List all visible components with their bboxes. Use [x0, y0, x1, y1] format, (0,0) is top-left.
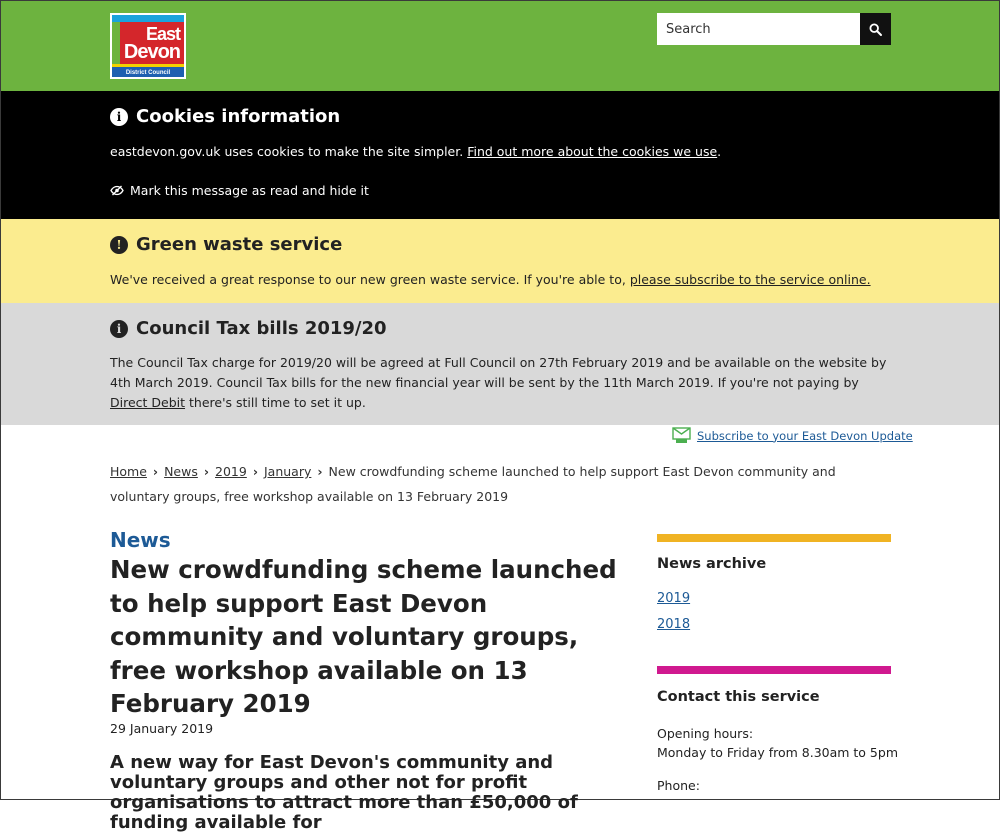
breadcrumb-january[interactable]: January [263, 464, 312, 479]
breadcrumb-current: New crowdfunding scheme launched to help support East Devon community and voluntary groups, free workshop available on 13 February 2019 [110, 464, 836, 504]
archive-accent-bar [657, 534, 891, 542]
green-waste-subscribe-link[interactable]: please subscribe to the service online. [629, 272, 871, 287]
chevron-right-icon: › [317, 464, 323, 479]
search-form [657, 13, 891, 45]
subscribe-link[interactable] [672, 427, 913, 444]
subscribe-label: Subscribe to your East Devon Update [697, 428, 913, 443]
logo-mark [112, 15, 184, 77]
logo-subtitle: District Council [125, 70, 171, 76]
search-button[interactable] [860, 13, 891, 45]
green-waste-notice [1, 219, 999, 303]
council-tax-text-body: The Council Tax charge for 2019/20 will be agreed at Full Council on 27th February 2019 and be available on the website by 4th March 2019. Council Tax bills for the new financial year will be sent by the 11th March 2019. If you're not paying by [110, 355, 887, 390]
chevron-right-icon: › [203, 464, 210, 479]
contact-accent-bar [657, 666, 891, 674]
green-waste-title [110, 234, 342, 255]
logo-text-east: East [145, 24, 180, 44]
council-tax-text-end: there's still time to set it up. [189, 395, 366, 410]
archive-link-2019[interactable]: 2019 [657, 591, 691, 606]
alert-icon: ! [110, 236, 128, 254]
lead-paragraph: A new way for East Devon's community and voluntary groups and other not for profit organisations to attract more than £50,000 of funding available for [110, 752, 578, 833]
archive-link-2018[interactable]: 2018 [657, 617, 691, 632]
hide-cookies-label: Mark this message as read and hide it [130, 183, 369, 198]
info-icon: i [110, 108, 128, 126]
eye-slash-icon [110, 185, 124, 196]
logo-stripe-blue [112, 15, 184, 22]
section-label: News [110, 528, 171, 552]
info-icon: i [110, 320, 128, 338]
cookies-text-end: . [717, 144, 722, 159]
site-header [1, 1, 999, 91]
council-tax-notice [1, 303, 999, 425]
logo-stripe-green [112, 22, 120, 66]
green-waste-text [110, 270, 871, 290]
contact-heading: Contact this service [657, 689, 820, 705]
phone-label: Phone: [657, 778, 700, 793]
east-devon-logo[interactable] [110, 13, 186, 79]
search-icon [869, 23, 882, 36]
council-tax-title-text: Council Tax bills 2019/20 [136, 318, 387, 339]
direct-debit-link[interactable]: Direct Debit [110, 395, 186, 410]
council-tax-title [110, 318, 387, 339]
opening-hours-value: Monday to Friday from 8.30am to 5pm [657, 745, 898, 760]
cookies-title [110, 106, 340, 127]
page-title: New crowdfunding scheme launched to help support East Devon community and voluntary groups, free workshop available on 13 February 2019 [110, 555, 617, 718]
cookies-text-body: eastdevon.gov.uk uses cookies to make the site simpler. [110, 144, 464, 159]
chevron-right-icon: › [152, 464, 159, 479]
opening-hours-label: Opening hours: [657, 726, 754, 741]
breadcrumb-2019[interactable]: 2019 [215, 464, 247, 479]
cookies-title-text: Cookies information [136, 106, 341, 127]
breadcrumb-news[interactable]: News [164, 464, 198, 479]
cookies-text [110, 142, 721, 162]
hide-cookies-message-link[interactable] [110, 183, 369, 198]
news-archive-heading: News archive [657, 556, 767, 572]
green-waste-text-body: We've received a great response to our new green waste service. If you're able to, [110, 272, 626, 287]
council-tax-text [110, 353, 892, 413]
cookies-policy-link[interactable]: Find out more about the cookies we use [467, 144, 718, 159]
green-waste-title-text: Green waste service [136, 234, 343, 255]
breadcrumb [110, 459, 892, 509]
logo-text-devon: Devon [123, 41, 180, 63]
breadcrumb-home[interactable]: Home [110, 464, 147, 479]
chevron-right-icon: › [252, 464, 258, 479]
newsletter-icon [672, 427, 691, 444]
search-input[interactable] [657, 13, 860, 45]
cookies-notice [1, 91, 999, 219]
publish-date: 29 January 2019 [110, 721, 214, 736]
